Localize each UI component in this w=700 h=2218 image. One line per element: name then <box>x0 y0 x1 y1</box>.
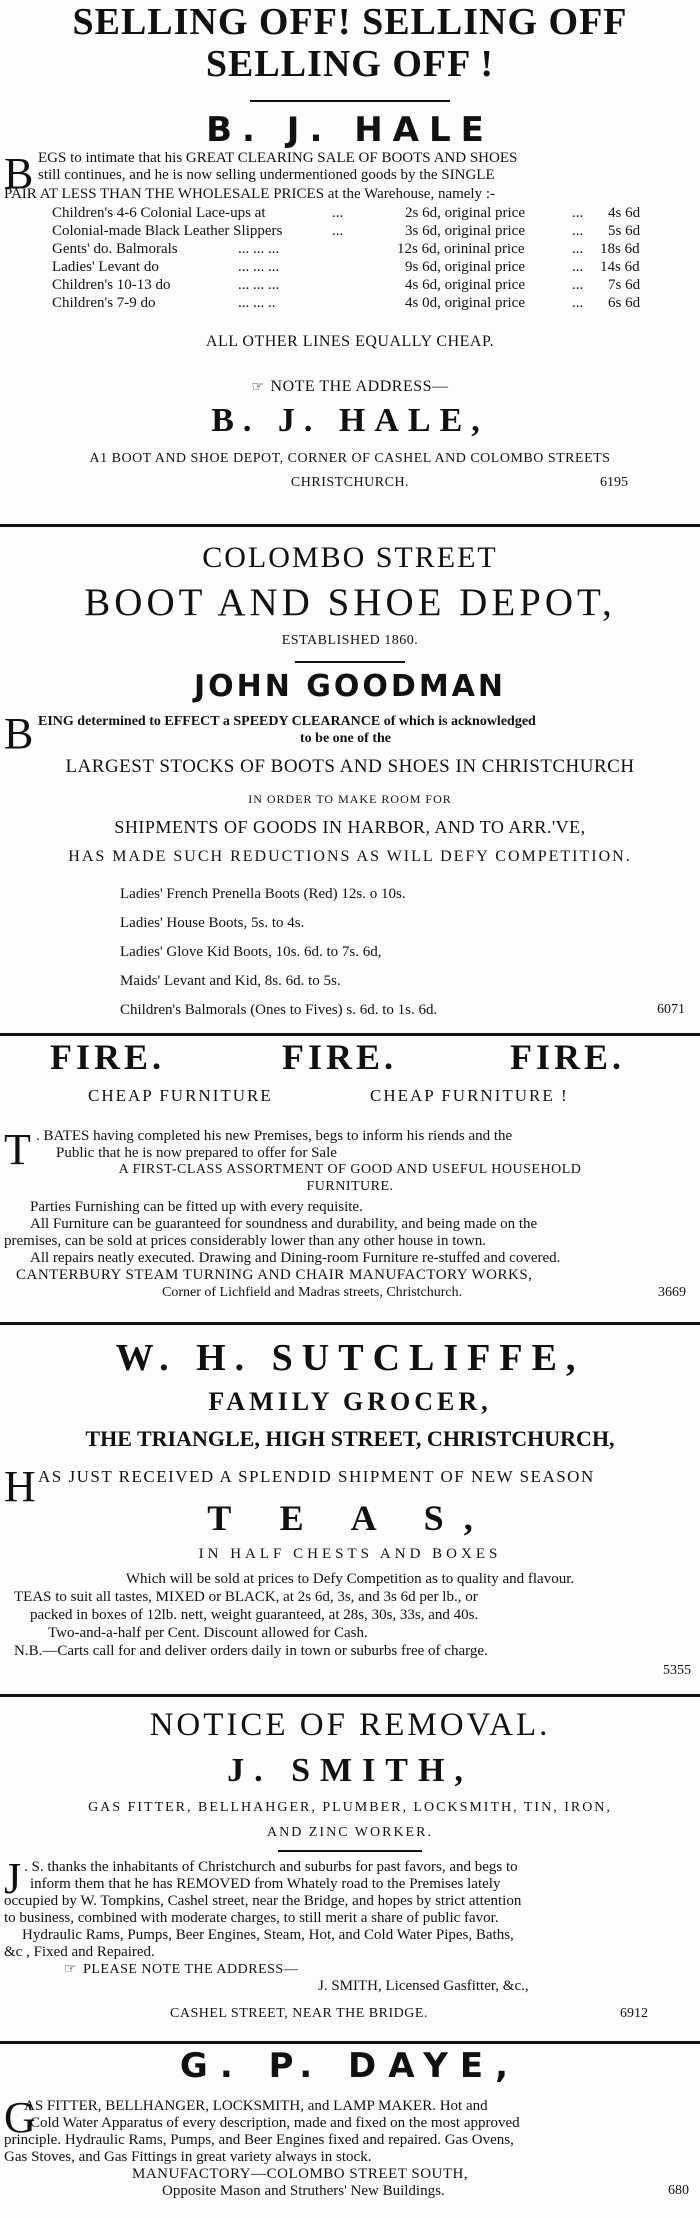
item-name: Children's 4-6 Colonial Lace-ups at <box>52 205 266 221</box>
list-item: Children's Balmorals (Ones to Fives) s. 6d. to 1s. 6d. <box>120 1002 438 1018</box>
body-line: N.B.—Carts call for and deliver orders daily in town or suburbs free of charge. <box>14 1643 488 1659</box>
original-price: 4s 6d <box>608 205 641 221</box>
body-line: Corner of Lichfield and Madras streets, Christchurch. <box>162 1285 463 1300</box>
headline-word: FIRE. <box>510 1037 626 1077</box>
body-line: Cold Water Apparatus of every description, made and fixed on the most approved <box>30 2115 520 2131</box>
merchant-name-2: B. J. HALE, <box>211 402 489 439</box>
address-line: A1 BOOT AND SHOE DEPOT, CORNER OF CASHEL AND COLOMBO STREETS <box>89 451 611 466</box>
ad-number: 6195 <box>600 475 628 490</box>
item-name: Gents' do. Balmorals <box>52 241 178 257</box>
original-price: 5s 6d <box>608 223 641 239</box>
headline-word: FIRE. <box>282 1037 398 1077</box>
original-price: 14s 6d <box>600 259 640 275</box>
original-price: 7s 6d <box>608 277 641 293</box>
leader-dots: ... <box>572 223 584 239</box>
dropcap: B <box>4 709 34 758</box>
body-line: MANUFACTORY—COLOMBO STREET SOUTH, <box>132 2166 469 2182</box>
body-line: EGS to intimate that his GREAT CLEARING SALE OF BOOTS AND SHOES <box>38 150 518 166</box>
item-name: Children's 10-13 do <box>52 277 171 293</box>
item-name: Ladies' Levant do <box>52 259 159 275</box>
body-line: SHIPMENTS OF GOODS IN HARBOR, AND TO ARR.'VE, <box>114 817 586 837</box>
tagline: ALL OTHER LINES EQUALLY CHEAP. <box>205 333 495 350</box>
dropcap: H <box>4 1462 36 1511</box>
leader-dots: ... <box>332 205 344 221</box>
leader-dots: ... <box>572 205 584 221</box>
body-line: to business, combined with moderate charges, to still merit a share of public favor. <box>4 1910 499 1926</box>
ad-john-goodman <box>0 530 700 1030</box>
ad-bj-hale <box>0 0 700 525</box>
merchant-name: W. H. SUTCLIFFE, <box>115 1337 585 1379</box>
merchant-name: JOHN GOODMAN <box>193 669 507 704</box>
city-line: CHRISTCHURCH. <box>290 475 410 490</box>
item-name: Children's 7-9 do <box>52 295 156 311</box>
dropcap: T <box>4 1125 31 1174</box>
price-row <box>0 205 700 223</box>
section-divider <box>0 524 700 527</box>
price-row <box>0 259 700 277</box>
body-line: . S. thanks the inhabitants of Christchurch and suburbs for past favors, and begs to <box>24 1859 518 1875</box>
leader-dots: ... <box>332 223 344 239</box>
body-line: All repairs neatly executed. Drawing and Dining-room Furniture re-stuffed and covered. <box>30 1250 561 1266</box>
list-item: Ladies' House Boots, 5s. to 4s. <box>120 915 305 931</box>
body-line: Hydraulic Rams, Pumps, Beer Engines, Steam, Hot, and Cold Water Pipes, Baths, <box>22 1927 514 1943</box>
teas-heading: T E A S, <box>207 1498 493 1538</box>
sale-price: 9s 6d, original price <box>405 259 525 275</box>
price-list <box>0 205 700 315</box>
merchant-name: G. P. DAYE, <box>179 2046 521 2086</box>
headline: SELLING OFF ! <box>205 43 495 85</box>
ad-cheap-furniture <box>0 1036 700 1321</box>
headline: BOOT AND SHOE DEPOT, <box>84 581 616 624</box>
price-row <box>0 223 700 241</box>
leader-dots: ... <box>572 277 584 293</box>
leader-dots: ... ... ... <box>238 241 280 257</box>
leader-dots: ... <box>572 259 584 275</box>
subheadline: CHEAP FURNITURE <box>88 1086 273 1105</box>
body-line: Gas Stoves, and Gas Fittings in great variety always in stock. <box>4 2149 372 2165</box>
body-line: AS JUST RECEIVED A SPLENDID SHIPMENT OF NEW SEASON <box>38 1467 595 1486</box>
original-price: 6s 6d <box>608 295 641 311</box>
leader-dots: ... ... ... <box>238 277 280 293</box>
leader-dots: ... ... ... <box>238 259 280 275</box>
body-line: A FIRST-CLASS ASSORTMENT OF GOOD AND USEFUL HOUSEHOLD <box>118 1162 582 1177</box>
body-line: Which will be sold at prices to Defy Competition as to quality and flavour. <box>125 1571 575 1587</box>
headline: COLOMBO STREET <box>202 541 498 574</box>
note-text: PLEASE NOTE THE ADDRESS— <box>83 1962 299 1977</box>
trade-line: FAMILY GROCER, <box>208 1387 492 1416</box>
dropcap: G <box>4 2093 36 2142</box>
ad-j-smith <box>0 1697 700 2037</box>
divider <box>250 100 450 102</box>
headline: NOTICE OF REMOVAL. <box>149 1707 551 1743</box>
list-item: Ladies' French Prenella Boots (Red) 12s. o 10s. <box>120 886 406 902</box>
body-line: inform them that he has REMOVED from Whately road to the Premises lately <box>30 1876 501 1892</box>
body-line: IN HALF CHESTS AND BOXES <box>198 1546 502 1562</box>
body-line: All Furniture can be guaranteed for soundness and durability, and being made on the <box>30 1216 538 1232</box>
sale-price: 4s 6d, original price <box>405 277 525 293</box>
trades-line: AND ZINC WORKER. <box>267 1825 433 1840</box>
body-line: AS FITTER, BELLHANGER, LOCKSMITH, and LAMP MAKER. Hot and <box>24 2098 488 2114</box>
leader-dots: ... <box>572 241 584 257</box>
leader-dots: ... <box>572 295 584 311</box>
list-item: Maids' Levant and Kid, 8s. 6d. to 5s. <box>120 973 341 989</box>
sale-price: 3s 6d, original price <box>405 223 525 239</box>
ad-number: 5355 <box>663 1663 691 1678</box>
ad-number: 6071 <box>657 1002 685 1017</box>
price-row <box>0 241 700 259</box>
ad-number: 3669 <box>658 1285 686 1300</box>
signature-line: J. SMITH, Licensed Gasfitter, &c., <box>318 1978 529 1994</box>
note-text: NOTE THE ADDRESS— <box>270 378 449 395</box>
leader-dots: ... ... .. <box>238 295 276 311</box>
merchant-name: J. SMITH, <box>227 1752 473 1789</box>
body-line: EING determined to EFFECT a SPEEDY CLEARANCE of which is acknowledged <box>38 714 536 729</box>
body-line: Two-and-a-half per Cent. Discount allowed for Cash. <box>48 1625 368 1641</box>
body-line: premises, can be sold at prices considerably lower than any other house in town. <box>4 1233 486 1249</box>
body-line: . BATES having completed his new Premises, begs to inform his riends and the <box>36 1128 513 1144</box>
ad-gp-daye <box>0 2044 700 2218</box>
trades-line: GAS FITTER, BELLHAHGER, PLUMBER, LOCKSMITH, TIN, IRON, <box>88 1800 612 1815</box>
body-line: IN ORDER TO MAKE ROOM FOR <box>248 792 452 806</box>
body-line: CANTERBURY STEAM TURNING AND CHAIR MANUFACTORY WORKS, <box>16 1267 533 1283</box>
body-line: packed in boxes of 12lb. nett, weight guaranteed, at 28s, 30s, 33s, and 40s. <box>30 1607 479 1623</box>
pointing-hand-icon: ☞ <box>64 1961 78 1977</box>
body-line: PAIR AT LESS THAN THE WHOLESALE PRICES at the Warehouse, namely :- <box>4 186 496 202</box>
merchant-name: B. J. HALE <box>206 110 494 150</box>
ad-number: 680 <box>668 2183 689 2198</box>
headline-word: FIRE. <box>50 1037 166 1077</box>
address-line: CASHEL STREET, NEAR THE BRIDGE. <box>170 2006 428 2021</box>
price-row <box>0 277 700 295</box>
body-line: TEAS to suit all tastes, MIXED or BLACK, at 2s 6d, 3s, and 3s 6d per lb., or <box>14 1589 478 1605</box>
body-line: to be one of the <box>300 731 391 746</box>
original-price: 18s 6d <box>600 241 640 257</box>
sale-price: 4s 0d, original price <box>405 295 525 311</box>
pointing-hand-icon: ☞ <box>251 379 265 395</box>
note-line <box>0 378 700 396</box>
body-line: FURNITURE. <box>306 1179 394 1194</box>
subheadline: CHEAP FURNITURE ! <box>370 1086 569 1105</box>
body-line: LARGEST STOCKS OF BOOTS AND SHOES IN CHRISTCHURCH <box>65 756 635 777</box>
body-line: &c , Fixed and Repaired. <box>4 1944 155 1960</box>
sale-price: 12s 6d, orininal price <box>397 241 525 257</box>
dropcap: B <box>4 149 34 198</box>
list-item: Ladies' Glove Kid Boots, 10s. 6d. to 7s. 6d, <box>120 944 382 960</box>
divider <box>278 1850 422 1852</box>
divider <box>295 661 405 663</box>
headline: SELLING OFF! SELLING OFF <box>72 1 628 43</box>
body-line: still continues, and he is now selling undermentioned goods by the SINGLE <box>38 167 495 183</box>
item-name: Colonial-made Black Leather Slippers <box>52 223 283 239</box>
address-line: THE TRIANGLE, HIGH STREET, CHRISTCHURCH, <box>85 1426 615 1451</box>
sale-price: 2s 6d, original price <box>405 205 525 221</box>
price-row <box>0 295 700 313</box>
body-line: Opposite Mason and Struthers' New Buildings. <box>162 2183 445 2199</box>
note-line <box>64 1961 298 1978</box>
body-line: principle. Hydraulic Rams, Pumps, and Beer Engines fixed and repaired. Gas Ovens, <box>4 2132 514 2148</box>
ad-number: 6912 <box>620 2006 648 2021</box>
body-line: Public that he is now prepared to offer for Sale <box>56 1145 337 1161</box>
body-line: occupied by W. Tompkins, Cashel street, near the Bridge, and hopes by strict attention <box>4 1893 522 1909</box>
dropcap: J <box>4 1854 22 1903</box>
body-line: HAS MADE SUCH REDUCTIONS AS WILL DEFY COMPETITION. <box>68 848 632 865</box>
body-line: Parties Furnishing can be fitted up with every requisite. <box>30 1199 363 1215</box>
ad-sutcliffe-grocer <box>0 1325 700 1695</box>
established-line: ESTABLISHED 1860. <box>281 633 419 648</box>
